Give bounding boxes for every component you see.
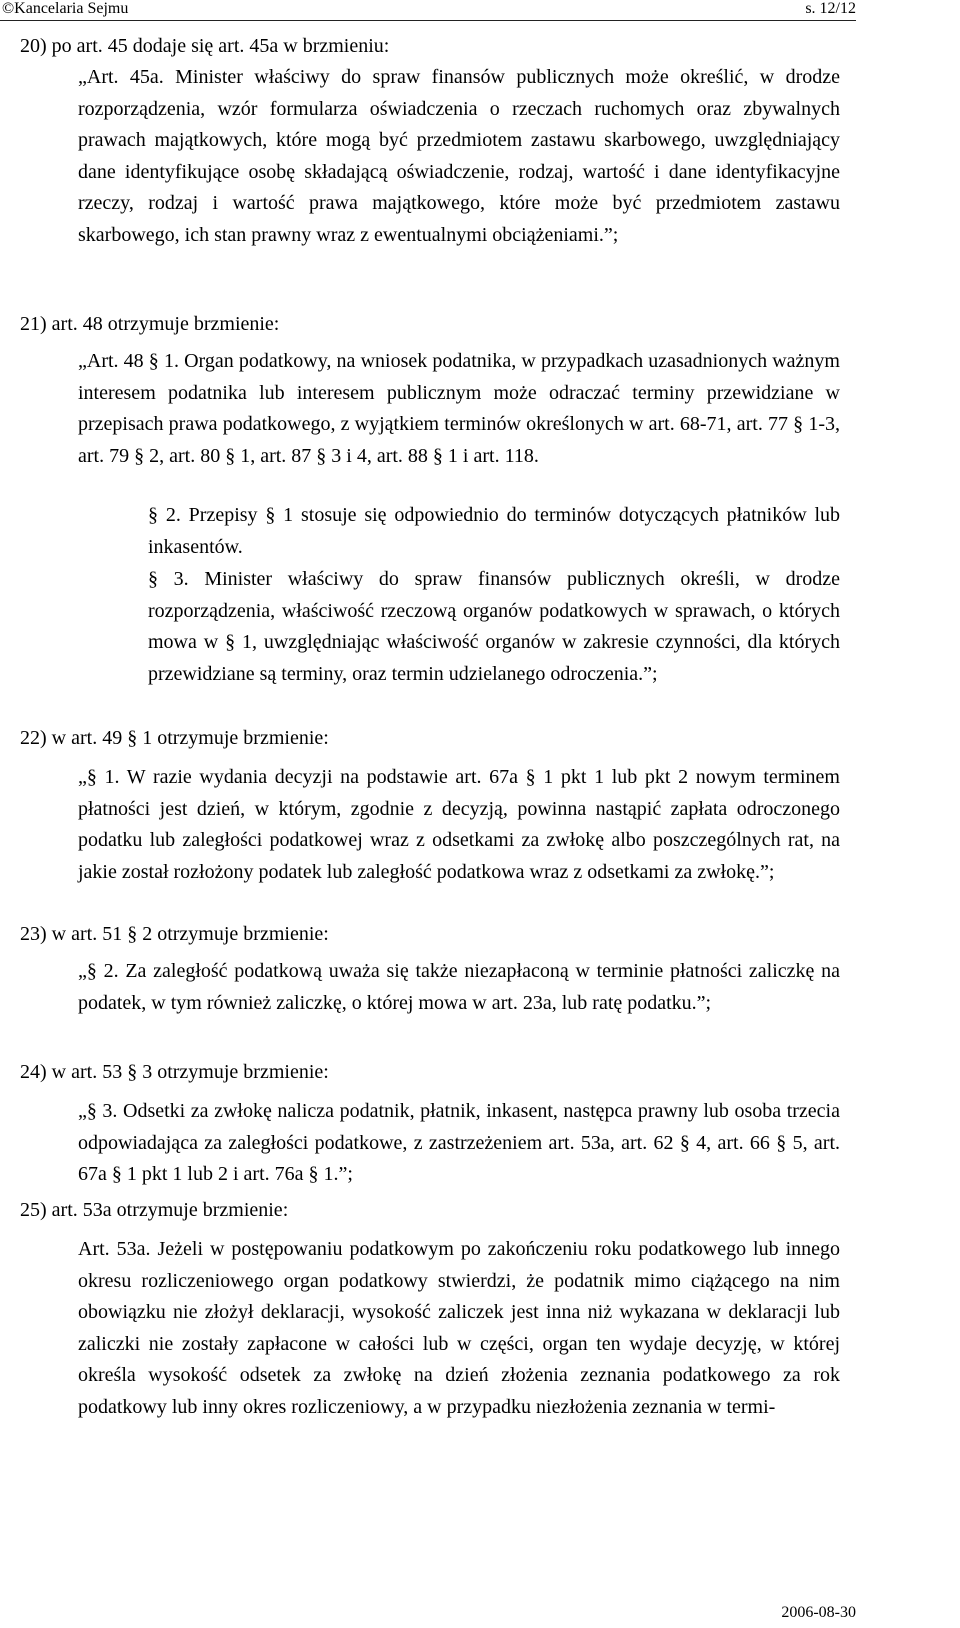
item-text: po art. 45 dodaje się art. 45a w brzmieniu:	[51, 35, 390, 57]
header-divider	[0, 20, 856, 21]
art-51-block	[78, 956, 840, 1019]
art-48-lead: „Art. 48 § 1.	[78, 350, 179, 372]
art-53-text: Odsetki za zwłokę nalicza podatnik, płatnik, inkasent, następca prawny lub osoba trzecia odpowiadająca za zaległości podatkowe, z zastrzeżeniem art. 53a, art. 62 § 4, art. 66 § 5, art. 67a § 1 pkt 1 lub 2 i art. 76a § 1.”;	[78, 1100, 840, 1185]
art-49-block	[78, 762, 840, 888]
header-source: ©Kancelaria Sejmu	[2, 0, 129, 17]
item-text: w art. 51 § 2 otrzymuje brzmienie:	[51, 923, 329, 945]
item-number: 21)	[20, 313, 47, 335]
item-text: art. 48 otrzymuje brzmienie:	[51, 313, 280, 335]
art-48-par-3	[148, 564, 840, 690]
list-item-23	[20, 918, 329, 950]
item-number: 22)	[20, 727, 47, 749]
art-48-par-1	[78, 346, 840, 472]
art-48-par-2-lead: § 2.	[148, 504, 181, 526]
art-48-par-2-text: Przepisy § 1 stosuje się odpowiednio do terminów dotyczących płatników lub inkasentów.	[148, 504, 841, 558]
art-53a-lead: Art. 53a.	[78, 1238, 151, 1260]
art-45a-paragraph	[78, 62, 840, 251]
list-item-25	[20, 1194, 288, 1226]
item-number: 20)	[20, 35, 47, 57]
art-51-lead: „§ 2.	[78, 960, 119, 982]
art-48-par-2	[148, 500, 840, 563]
header-page-number: s. 12/12	[805, 0, 856, 17]
art-49-lead: „§ 1.	[78, 766, 120, 788]
art-53a-text: Jeżeli w postępowaniu podatkowym po zakończeniu roku podatkowego lub innego okresu rozliczeniowego organ podatkowy stwierdzi, że podatnik mimo ciążącego na nim obowiązku nie złożył deklaracji, wysokość zaliczek jest inna niż wykazana w deklaracji lub zaliczki nie zostały zapłacone w całości lub w części, organ ten wydaje decyzję, w której określa wysokość odsetek za zwłokę na dzień złożenia zeznania podatkowego za rok podatkowy lub inny okres rozliczeniowy, a w przypadku niezłożenia zeznania w termi-	[78, 1238, 841, 1418]
art-53-block	[78, 1096, 840, 1191]
list-item-22	[20, 722, 329, 754]
art-45a-lead: „Art. 45a.	[78, 66, 164, 88]
item-text: art. 53a otrzymuje brzmienie:	[51, 1199, 289, 1221]
item-number: 25)	[20, 1199, 47, 1221]
art-48-par-3-lead: § 3.	[148, 568, 189, 590]
art-51-text: Za zaległość podatkową uważa się także niezapłaconą w terminie płatności zaliczkę na podatek, w tym również zaliczkę, o której mowa w art. 23a, lub ratę podatku.”;	[78, 960, 840, 1014]
item-text: w art. 53 § 3 otrzymuje brzmienie:	[51, 1061, 329, 1083]
art-53-lead: „§ 3.	[78, 1100, 118, 1122]
list-item-24	[20, 1056, 329, 1088]
list-item-21	[20, 308, 279, 340]
art-48-par-3-text: Minister właściwy do spraw finansów publicznych określi, w drodze rozporządzenia, właściwość rzeczową organów podatkowych w sprawach, o których mowa w § 1, uwzględniając właściwość organów w zakresie czynności, dla których przewidziane są terminy, oraz termin udzielanego odroczenia.”;	[148, 568, 840, 685]
art-53a-block	[78, 1234, 840, 1423]
art-45a-block	[78, 62, 840, 251]
item-text: w art. 49 § 1 otrzymuje brzmienie:	[51, 727, 329, 749]
list-item-20	[20, 30, 389, 62]
footer-date: 2006-08-30	[781, 1604, 856, 1621]
item-number: 24)	[20, 1061, 47, 1083]
art-48-par-1-text: Organ podatkowy, na wniosek podatnika, w przypadkach uzasadnionych ważnym interesem podatnika lub interesem publicznym może odraczać terminy przewidziane w przepisach prawa podatkowego, z wyjątkiem terminów określonych w art. 68-71, art. 77 § 1-3, art. 79 § 2, art. 80 § 1, art. 87 § 3 i 4, art. 88 § 1 i art. 118.	[78, 350, 840, 467]
art-49-text: W razie wydania decyzji na podstawie art. 67a § 1 pkt 1 lub pkt 2 nowym terminem płatności jest dzień, w którym, zgodnie z decyzją, powinna nastąpić zapłata odroczonego podatku lub zaległości podatkowej wraz z odsetkami za zwłokę albo poszczególnych rat, na jakie został rozłożony podatek lub zaległość podatkowa wraz z odsetkami za zwłokę.”;	[78, 766, 840, 883]
art-45a-text: Minister właściwy do spraw finansów publicznych może określić, w drodze rozporządzenia, wzór formularza oświadczenia o rzeczach ruchomych oraz zbywalnych prawach majątkowych, które mogą być przedmiotem zastawu skarbowego, uwzględniający dane identyfikujące osobę składającą oświadczenie, rodzaj, wartość i dane identyfikacyjne rzeczy, rodzaj i wartość prawa majątkowego, które może być przedmiotem zastawu skarbowego, ich stan prawny wraz z ewentualnymi obciążeniami.”;	[78, 66, 840, 246]
item-number: 23)	[20, 923, 47, 945]
